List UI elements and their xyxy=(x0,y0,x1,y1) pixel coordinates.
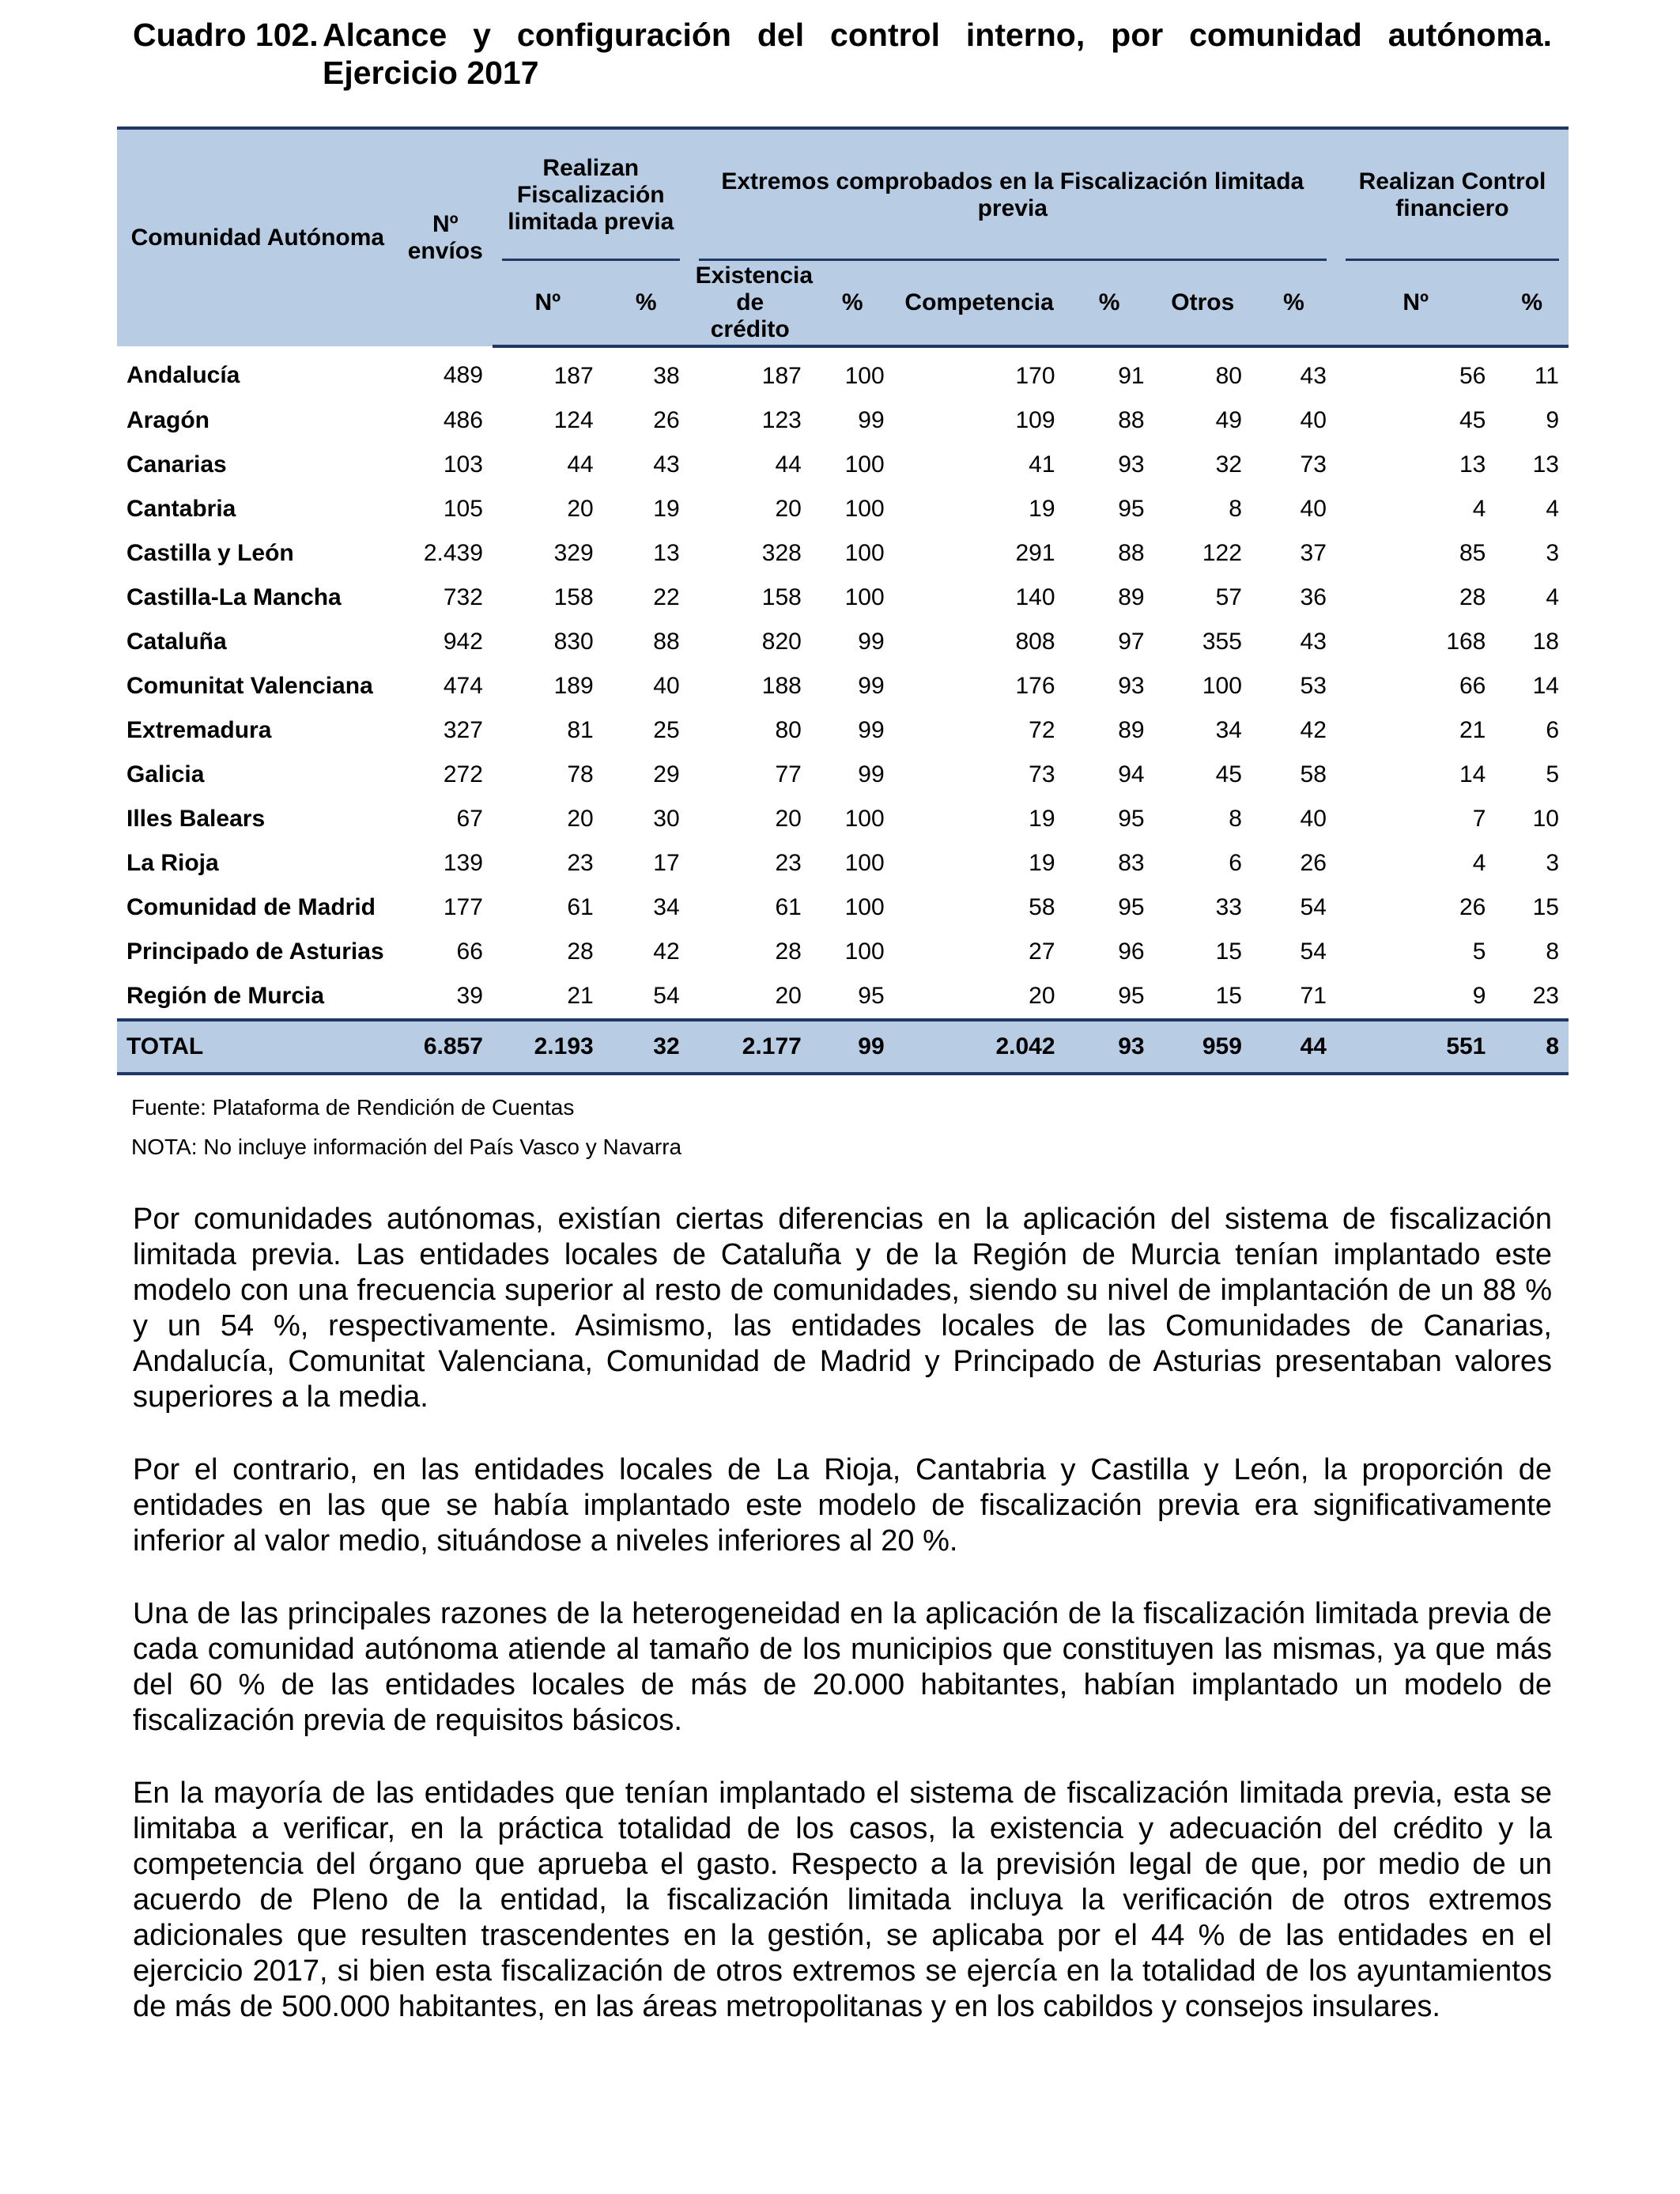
caption-label: Cuadro 102. xyxy=(133,17,319,53)
total-cell: 6.857 xyxy=(398,1020,493,1074)
total-cell: 44 xyxy=(1252,1020,1336,1074)
table-cell: 8 xyxy=(1229,496,1242,522)
table-cell: 4 xyxy=(1472,496,1486,522)
table-cell: 95 xyxy=(1118,894,1145,920)
table-cell: 40 xyxy=(1300,407,1327,433)
total-cell: 93 xyxy=(1065,1020,1154,1074)
table-cell: 91 xyxy=(1118,363,1145,389)
table-cell: 109 xyxy=(1015,407,1055,433)
table-cell: 474 xyxy=(443,673,483,699)
total-row xyxy=(117,1020,1569,1074)
table-cell: 176 xyxy=(1015,673,1055,699)
table-cell: 103 xyxy=(443,451,483,478)
table-cell: 77 xyxy=(775,761,802,787)
table-cell: 44 xyxy=(775,451,802,478)
table-cell: 88 xyxy=(653,629,680,655)
table-row xyxy=(117,886,1569,930)
total-cell: 551 xyxy=(1336,1020,1495,1074)
table-cell: 99 xyxy=(858,717,885,743)
table-cell: 26 xyxy=(1459,894,1486,920)
table-cell: 13 xyxy=(1459,451,1486,478)
paragraph: Por comunidades autónomas, existían ciertas diferencias en la aplicación del sistema de fiscalización limitada previa. Las entidades locales de Cataluña y de la Región de Murcia tenían implantado este modelo con una frecuencia superior al resto de comunidades, siendo su nivel de implantación de un 88 % y un 54 %, respectivamente. Asimismo, las entidades locales de las Comunidades de Canarias, Andalucía, Comunitat Valenciana, Comunidad de Madrid y Principado de Asturias presentaban valores superiores a la media. xyxy=(133,1203,1552,1414)
table-cell: 808 xyxy=(1015,629,1055,655)
table-cell: 100 xyxy=(844,806,885,832)
header-row-1 xyxy=(117,128,1569,261)
total-cell: 2.042 xyxy=(894,1020,1065,1074)
table-cell: 327 xyxy=(443,717,483,743)
header-envios: Nº envíos xyxy=(398,128,493,346)
table-cell: 73 xyxy=(1029,761,1055,787)
table-cell: 28 xyxy=(567,938,594,965)
header-sub: % xyxy=(1252,261,1336,346)
table-cell: 124 xyxy=(553,407,594,433)
table-cell: 40 xyxy=(653,673,680,699)
table-row xyxy=(117,753,1569,797)
table-cell: 11 xyxy=(1534,363,1559,389)
table-cell: 40 xyxy=(1300,496,1327,522)
table-cell: 15 xyxy=(1532,894,1559,920)
row-label-cell: Comunitat Valenciana xyxy=(126,673,373,699)
table-caption xyxy=(133,16,1552,92)
table-cell: 40 xyxy=(1300,806,1327,832)
table-cell: 44 xyxy=(567,451,594,478)
table-cell: 56 xyxy=(1459,363,1486,389)
table-cell: 13 xyxy=(1532,451,1559,478)
table-cell: 100 xyxy=(1202,673,1242,699)
table-cell: 140 xyxy=(1015,584,1055,610)
table-cell: 272 xyxy=(443,761,483,787)
table-cell: 14 xyxy=(1532,673,1559,699)
table-cell: 7 xyxy=(1472,806,1486,832)
table-cell: 66 xyxy=(1459,673,1486,699)
table-cell: 88 xyxy=(1118,540,1145,566)
header-sub: Nº xyxy=(1336,261,1495,346)
table-cell: 100 xyxy=(844,584,885,610)
table-cell: 42 xyxy=(653,938,680,965)
table-cell: 158 xyxy=(761,584,802,610)
table-cell: 45 xyxy=(1459,407,1486,433)
table-cell: 188 xyxy=(761,673,802,699)
table-cell: 25 xyxy=(653,717,680,743)
table-cell: 105 xyxy=(443,496,483,522)
table-cell: 78 xyxy=(567,761,594,787)
table-cell: 34 xyxy=(1215,717,1242,743)
table-cell: 38 xyxy=(653,363,680,389)
table-cell: 30 xyxy=(653,806,680,832)
table-cell: 9 xyxy=(1472,983,1486,1009)
header-sub: Nº xyxy=(493,261,603,346)
paragraph: Por el contrario, en las entidades locales de La Rioja, Cantabria y Castilla y León, la proporción de entidades en las que se había implantado este modelo de fiscalización previa era significativamente inferior al valor medio, situándose a niveles inferiores al 20 %. xyxy=(133,1453,1552,1558)
row-label-cell: La Rioja xyxy=(126,850,219,876)
table-cell: 4 xyxy=(1546,496,1559,522)
table-cell: 15 xyxy=(1215,938,1242,965)
table-cell: 93 xyxy=(1118,673,1145,699)
table-cell: 19 xyxy=(1029,850,1055,876)
table-row xyxy=(117,443,1569,487)
table-cell: 18 xyxy=(1532,629,1559,655)
table-cell: 72 xyxy=(1029,717,1055,743)
table-cell: 329 xyxy=(553,540,594,566)
header-control-group: Realizan Control financiero xyxy=(1336,128,1569,261)
table-cell: 80 xyxy=(1215,363,1242,389)
table-cell: 19 xyxy=(1029,496,1055,522)
body-text xyxy=(133,1202,1552,2062)
table-cell: 99 xyxy=(858,761,885,787)
header-sub: % xyxy=(603,261,689,346)
table-cell: 93 xyxy=(1118,451,1145,478)
table-cell: 54 xyxy=(1300,894,1327,920)
total-label-cell: TOTAL xyxy=(117,1020,398,1074)
table-cell: 14 xyxy=(1459,761,1486,787)
table-cell: 187 xyxy=(553,363,594,389)
table-cell: 43 xyxy=(1300,363,1327,389)
table-cell: 158 xyxy=(553,584,594,610)
row-label-cell: Región de Murcia xyxy=(126,983,325,1009)
table-cell: 20 xyxy=(567,496,594,522)
total-cell: 32 xyxy=(603,1020,689,1074)
table-cell: 23 xyxy=(775,850,802,876)
table-cell: 100 xyxy=(844,540,885,566)
table-cell: 170 xyxy=(1015,363,1055,389)
control-interno-table xyxy=(117,127,1569,1075)
row-label-cell: Illes Balears xyxy=(126,806,266,832)
row-label-cell: Cantabria xyxy=(126,496,236,522)
table-cell: 100 xyxy=(844,850,885,876)
table-body xyxy=(117,346,1569,1020)
table-cell: 3 xyxy=(1546,850,1559,876)
table-cell: 41 xyxy=(1029,451,1055,478)
table-cell: 53 xyxy=(1300,673,1327,699)
table-row xyxy=(117,708,1569,753)
table-cell: 942 xyxy=(443,629,483,655)
table-cell: 732 xyxy=(443,584,483,610)
table-cell: 5 xyxy=(1546,761,1559,787)
exclusion-note: NOTA: No incluye información del País Vasco y Navarra xyxy=(131,1135,682,1159)
table-cell: 489 xyxy=(443,362,483,388)
table-cell: 94 xyxy=(1118,761,1145,787)
table-cell: 291 xyxy=(1015,540,1055,566)
table-cell: 100 xyxy=(844,451,885,478)
table-cell: 89 xyxy=(1118,584,1145,610)
table-cell: 43 xyxy=(653,451,680,478)
table-cell: 23 xyxy=(1532,983,1559,1009)
table-cell: 34 xyxy=(653,894,680,920)
header-sub: % xyxy=(1065,261,1154,346)
table-row xyxy=(117,398,1569,443)
table-cell: 5 xyxy=(1472,938,1486,965)
paragraph: Una de las principales razones de la heterogeneidad en la aplicación de la fiscalización limitada previa de cada comunidad autónoma atiende al tamaño de los municipios que constituyen las mismas, ya que más del 60 % de las entidades locales de más de 20.000 habitantes, habían implantado un modelo de fiscalización previa de requisitos básicos. xyxy=(133,1597,1552,1737)
table-cell: 61 xyxy=(775,894,802,920)
table-cell: 17 xyxy=(653,850,680,876)
table-cell: 139 xyxy=(443,850,483,876)
table-cell: 37 xyxy=(1300,540,1327,566)
table-cell: 71 xyxy=(1300,983,1327,1009)
total-cell: 2.193 xyxy=(493,1020,603,1074)
header-sub: % xyxy=(1495,261,1569,346)
table-cell: 28 xyxy=(1459,584,1486,610)
table-cell: 3 xyxy=(1546,540,1559,566)
source-note: Fuente: Plataforma de Rendición de Cuentas xyxy=(131,1095,575,1120)
total-cell: 8 xyxy=(1495,1020,1569,1074)
table-cell: 4 xyxy=(1472,850,1486,876)
row-label-cell: Cataluña xyxy=(126,629,227,655)
table-cell: 100 xyxy=(844,496,885,522)
table-row xyxy=(117,620,1569,664)
table-cell: 20 xyxy=(775,983,802,1009)
table-cell: 95 xyxy=(1118,496,1145,522)
table-cell: 10 xyxy=(1532,806,1559,832)
table-row xyxy=(117,346,1569,398)
table-cell: 96 xyxy=(1118,938,1145,965)
table-cell: 88 xyxy=(1118,407,1145,433)
table-cell: 99 xyxy=(858,629,885,655)
table-row xyxy=(117,487,1569,531)
header-extremos-group: Extremos comprobados en la Fiscalización limitada previa xyxy=(689,128,1336,261)
table-cell: 97 xyxy=(1118,629,1145,655)
table-cell: 19 xyxy=(653,496,680,522)
table-cell: 20 xyxy=(775,806,802,832)
table-cell: 21 xyxy=(567,983,594,1009)
table-cell: 33 xyxy=(1215,894,1242,920)
table-cell: 95 xyxy=(1118,806,1145,832)
row-label-cell: Andalucía xyxy=(126,362,240,388)
table-cell: 54 xyxy=(1300,938,1327,965)
table-cell: 187 xyxy=(761,363,802,389)
table-cell: 99 xyxy=(858,407,885,433)
total-cell: 959 xyxy=(1154,1020,1252,1074)
table-cell: 83 xyxy=(1118,850,1145,876)
table-cell: 39 xyxy=(456,983,483,1009)
table-cell: 81 xyxy=(567,717,594,743)
table-cell: 20 xyxy=(1029,983,1055,1009)
table-cell: 66 xyxy=(456,938,483,965)
table-cell: 67 xyxy=(456,806,483,832)
table-cell: 168 xyxy=(1446,629,1486,655)
table-cell: 122 xyxy=(1202,540,1242,566)
table-cell: 99 xyxy=(858,673,885,699)
table-row xyxy=(117,797,1569,841)
table-cell: 27 xyxy=(1029,938,1055,965)
row-label-cell: Aragón xyxy=(126,407,210,433)
table-cell: 486 xyxy=(443,407,483,433)
table-cell: 89 xyxy=(1118,717,1145,743)
table-cell: 355 xyxy=(1202,629,1242,655)
table-cell: 100 xyxy=(844,894,885,920)
header-comunidad: Comunidad Autónoma xyxy=(117,128,398,346)
table-cell: 100 xyxy=(844,363,885,389)
table-cell: 73 xyxy=(1300,451,1327,478)
table-cell: 22 xyxy=(653,584,680,610)
header-sub: Otros xyxy=(1154,261,1252,346)
table-cell: 32 xyxy=(1215,451,1242,478)
table-cell: 100 xyxy=(844,938,885,965)
table-cell: 6 xyxy=(1229,850,1242,876)
row-label-cell: Comunidad de Madrid xyxy=(126,894,376,920)
table-cell: 58 xyxy=(1300,761,1327,787)
table-cell: 28 xyxy=(775,938,802,965)
table-cell: 95 xyxy=(858,983,885,1009)
table-cell: 13 xyxy=(653,540,680,566)
table-notes xyxy=(131,1088,681,1167)
table-cell: 42 xyxy=(1300,717,1327,743)
paragraph: En la mayoría de las entidades que tenían implantado el sistema de fiscalización limitada previa, esta se limitaba a verificar, en la práctica totalidad de los casos, la existencia y adecuación del crédito y la competencia del órgano que aprueba el gasto. Respecto a la previsión legal de que, por medio de un acuerdo de Pleno de la entidad, la fiscalización limitada incluya la verificación de otros extremos adicionales que resulten trascendentes en la gestión, se aplicaba por el 44 % de las entidades en el ejercicio 2017, si bien esta fiscalización de otros extremos se ejercía en la totalidad de los ayuntamientos de más de 500.000 habitantes, en las áreas metropolitanas y en los cabildos y consejos insulares. xyxy=(133,1777,1552,2023)
table-cell: 4 xyxy=(1546,584,1559,610)
table-row xyxy=(117,531,1569,576)
table-cell: 57 xyxy=(1215,584,1242,610)
table-cell: 23 xyxy=(567,850,594,876)
table-cell: 45 xyxy=(1215,761,1242,787)
table-cell: 29 xyxy=(653,761,680,787)
header-fiscalizacion-group: Realizan Fiscalización limitada previa xyxy=(493,128,689,261)
table-cell: 20 xyxy=(567,806,594,832)
table-cell: 820 xyxy=(761,629,802,655)
row-label-cell: Extremadura xyxy=(126,717,272,743)
table-cell: 21 xyxy=(1459,717,1486,743)
table-cell: 123 xyxy=(761,407,802,433)
table-row xyxy=(117,664,1569,708)
table-cell: 85 xyxy=(1459,540,1486,566)
table-cell: 189 xyxy=(553,673,594,699)
table-cell: 95 xyxy=(1118,983,1145,1009)
table-cell: 26 xyxy=(653,407,680,433)
table-row xyxy=(117,930,1569,974)
table-cell: 61 xyxy=(567,894,594,920)
table-cell: 8 xyxy=(1546,938,1559,965)
header-sub: Competencia xyxy=(894,261,1065,346)
row-label-cell: Galicia xyxy=(126,761,205,787)
table-cell: 80 xyxy=(775,717,802,743)
table-cell: 328 xyxy=(761,540,802,566)
header-sub: % xyxy=(811,261,894,346)
table-cell: 19 xyxy=(1029,806,1055,832)
total-cell: 99 xyxy=(811,1020,894,1074)
caption-text: Alcance y configuración del control interno, por comunidad autónoma. Ejercicio 2017 xyxy=(323,17,1552,91)
table-cell: 49 xyxy=(1215,407,1242,433)
table-cell: 9 xyxy=(1546,407,1559,433)
table-cell: 26 xyxy=(1300,850,1327,876)
table-cell: 54 xyxy=(653,983,680,1009)
row-label-cell: Canarias xyxy=(126,451,227,478)
table-row xyxy=(117,974,1569,1020)
row-label-cell: Castilla-La Mancha xyxy=(126,584,342,610)
table-row xyxy=(117,841,1569,886)
table-cell: 20 xyxy=(775,496,802,522)
table-cell: 177 xyxy=(443,894,483,920)
table-cell: 58 xyxy=(1029,894,1055,920)
table-cell: 2.439 xyxy=(423,540,483,566)
table-cell: 830 xyxy=(553,629,594,655)
row-label-cell: Castilla y León xyxy=(126,540,294,566)
row-label-cell: Principado de Asturias xyxy=(126,938,384,965)
table-cell: 15 xyxy=(1215,983,1242,1009)
table-row xyxy=(117,576,1569,620)
table-cell: 8 xyxy=(1229,806,1242,832)
table-cell: 6 xyxy=(1546,717,1559,743)
table-cell: 36 xyxy=(1300,584,1327,610)
table-cell: 43 xyxy=(1300,629,1327,655)
total-cell: 2.177 xyxy=(689,1020,811,1074)
header-sub: Existencia de crédito xyxy=(689,261,811,346)
